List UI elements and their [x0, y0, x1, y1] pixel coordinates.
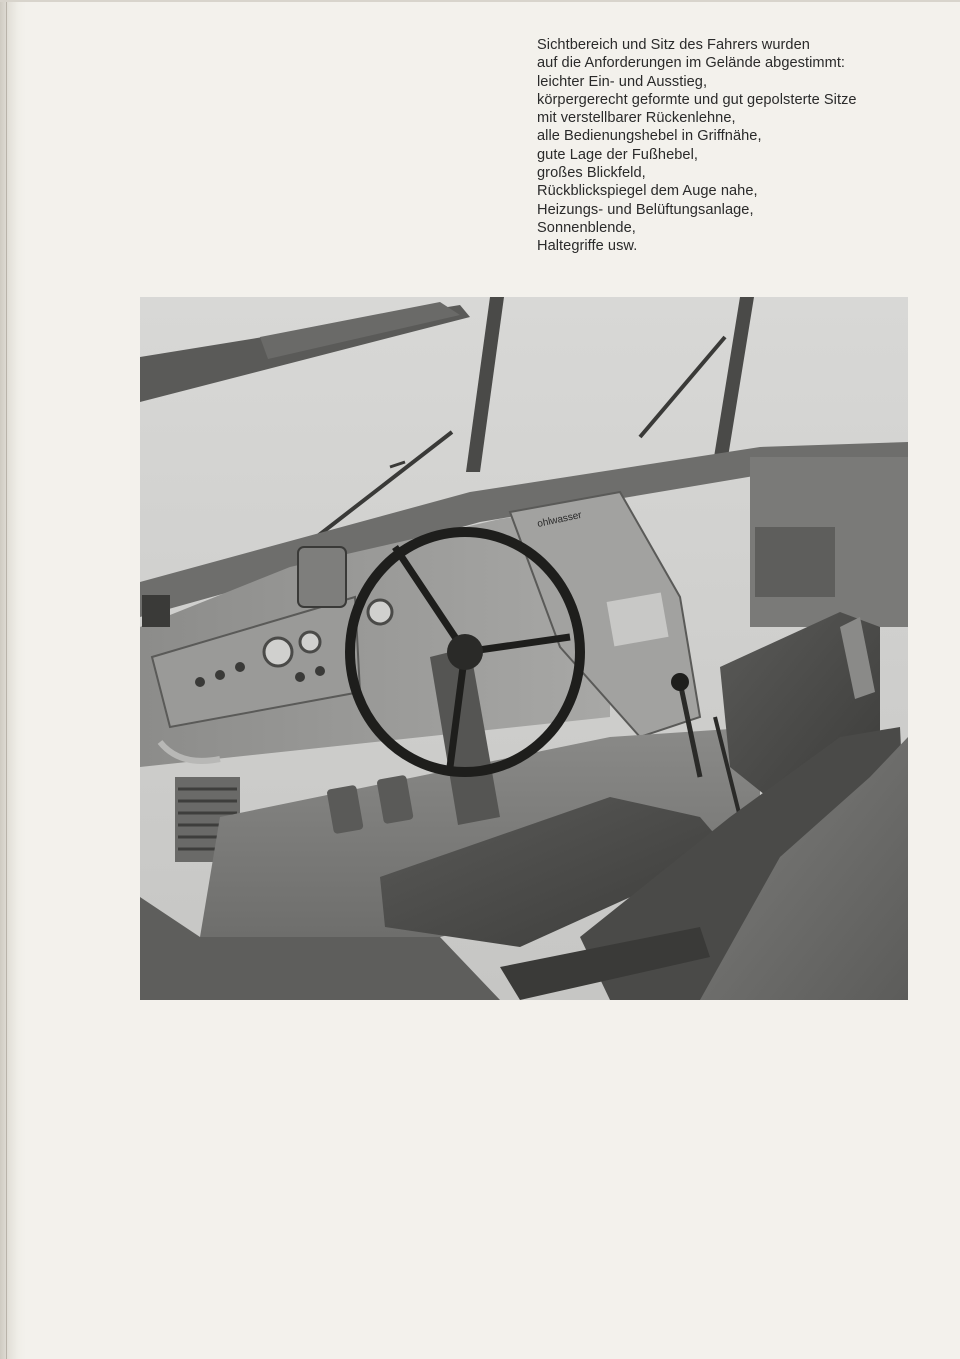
gauge	[264, 638, 292, 666]
caption-line: gute Lage der Fußhebel,	[537, 146, 698, 163]
caption-line: Rückblickspiegel dem Auge nahe,	[537, 183, 758, 200]
caption-line: mit verstellbarer Rückenlehne,	[537, 110, 736, 127]
caption-text-block	[537, 36, 937, 256]
steering-hub	[447, 634, 483, 670]
gear-knob	[671, 673, 689, 691]
door-pocket	[755, 527, 835, 597]
switch-knob	[315, 666, 325, 676]
page-gutter-shadow	[0, 0, 26, 1359]
caption-line: Sichtbereich und Sitz des Fahrers wurden	[537, 37, 810, 53]
gauge	[300, 632, 320, 652]
defroster-box	[298, 547, 346, 607]
dashboard-label: ohlwasser	[536, 509, 583, 530]
page-fold-line	[6, 0, 7, 1359]
caption-line: großes Blickfeld,	[537, 165, 646, 182]
gauge	[368, 600, 392, 624]
vehicle-interior-photo	[140, 297, 908, 1000]
caption-line: Haltegriffe usw.	[537, 238, 638, 255]
warning-plate	[142, 595, 170, 627]
caption-line: leichter Ein- und Ausstieg,	[537, 73, 708, 90]
switch-knob	[195, 677, 205, 687]
switch-knob	[235, 662, 245, 672]
page-top-edge	[0, 0, 960, 2]
switch-knob	[295, 672, 305, 682]
switch-knob	[215, 670, 225, 680]
caption-line: Heizungs- und Belüftungsanlage,	[537, 201, 754, 218]
caption-line: Sonnenblende,	[537, 219, 636, 236]
caption-line: körpergerecht geformte und gut gepolsterte Sitze	[537, 91, 857, 108]
shift-diagram-plate	[607, 592, 669, 646]
caption-line: alle Bedienungshebel in Griffnähe,	[537, 128, 762, 145]
caption-line: auf die Anforderungen im Gelände abgestimmt:	[537, 55, 846, 72]
